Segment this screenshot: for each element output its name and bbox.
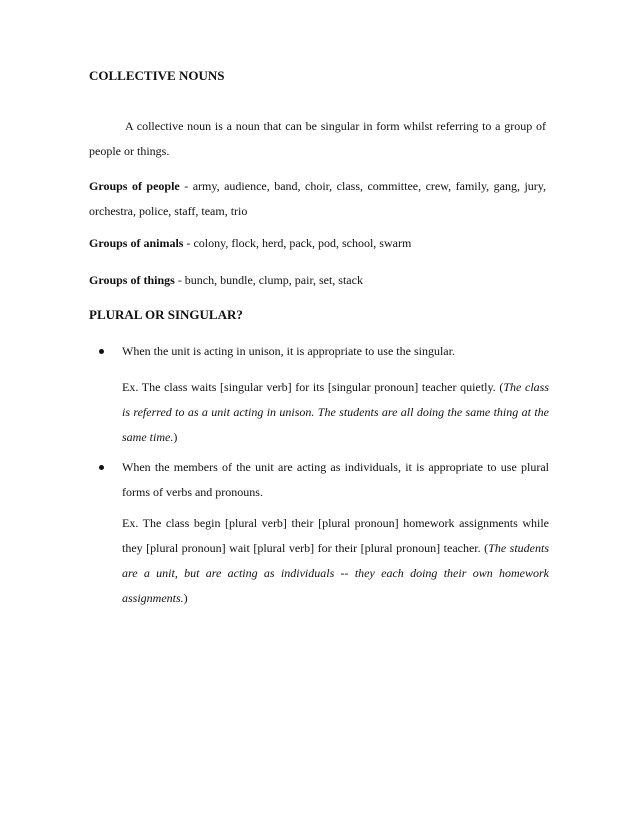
- example-2-close: ): [183, 591, 188, 605]
- group-animals: [89, 231, 546, 256]
- group-things: [89, 268, 546, 293]
- example-1-note: The class is referred to as a unit acting in unison. The students are all doing the same thing at the same time.: [122, 380, 550, 444]
- bullet-text-1: When the unit is acting in unison, it is appropriate to use the singular.: [122, 344, 455, 358]
- intro-paragraph: A collective noun is a noun that can be singular in form whilst referring to a group of people or things.: [89, 119, 546, 158]
- example-1-close: ): [173, 430, 178, 444]
- page-title: COLLECTIVE NOUNS: [89, 68, 225, 83]
- bullet-icon: [99, 349, 104, 354]
- group-animals-items: - colony, flock, herd, pack, pod, school, swarm: [183, 236, 412, 250]
- group-people: [89, 174, 546, 224]
- bullet-text-2: When the members of the unit are acting as individuals, it is appropriate to use plural forms of verbs and pronouns.: [122, 460, 549, 499]
- example-2-note: The students are a unit, but are acting as individuals -- they each doing their own homework assignments.: [122, 541, 549, 605]
- example-1: [122, 375, 549, 450]
- example-2: [122, 511, 549, 611]
- group-things-items: - bunch, bundle, clump, pair, set, stack: [174, 273, 363, 287]
- group-people-label: Groups of people: [89, 179, 180, 193]
- group-animals-label: Groups of animals: [89, 236, 184, 250]
- bullet-icon: [99, 465, 104, 470]
- group-things-label: Groups of things: [89, 273, 175, 287]
- example-2-plain: Ex. The class begin [plural verb] their [plural pronoun] homework assignments while they [plural pronoun] wait [plural verb] for their [plural pronoun] teacher. (: [122, 516, 549, 555]
- group-people-items: - army, audience, band, choir, class, committee, crew, family, gang, jury, orchestra, police, staff, team, trio: [89, 179, 546, 218]
- example-1-plain: Ex. The class waits [singular verb] for its [singular pronoun] teacher quietly. (: [122, 380, 504, 394]
- section-title-plural-or-singular: PLURAL OR SINGULAR?: [89, 307, 243, 322]
